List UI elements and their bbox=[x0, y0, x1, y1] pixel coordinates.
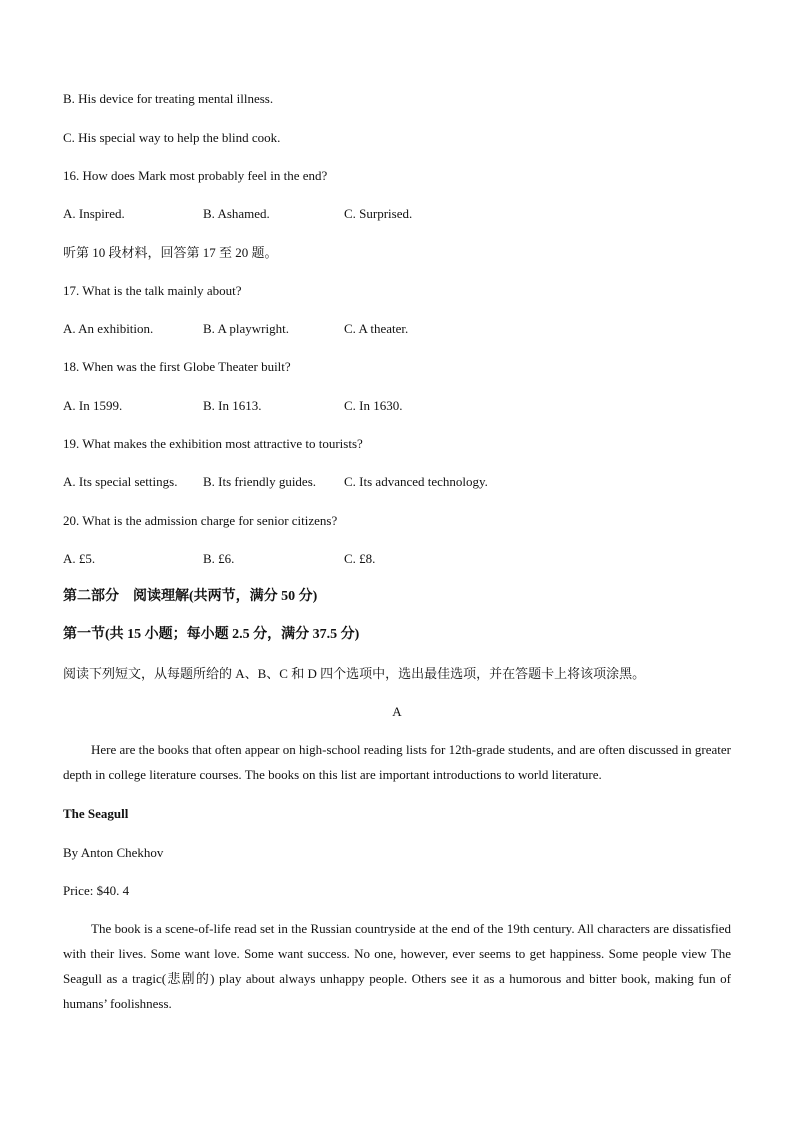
passage-label: A bbox=[392, 704, 402, 719]
q18-option-b: B. In 1613. bbox=[203, 398, 262, 413]
q15-option-b: B. His device for treating mental illness. bbox=[63, 91, 274, 106]
q19-question: 19. What makes the exhibition most attractive to tourists? bbox=[63, 436, 363, 451]
q20-question: 20. What is the admission charge for senior citizens? bbox=[63, 513, 338, 528]
q16-option-b: B. Ashamed. bbox=[203, 206, 270, 221]
q17-question: 17. What is the talk mainly about? bbox=[63, 283, 242, 298]
q16-option-c: C. Surprised. bbox=[344, 206, 413, 221]
q19-option-c: C. Its advanced technology. bbox=[344, 474, 488, 489]
q15-option-c: C. His special way to help the blind cook. bbox=[63, 130, 281, 145]
passage-intro: Here are the books that often appear on high-school reading lists for 12th-grade students, and are often discussed in greater depth in college literature courses. The books on this list are important introductions to world literature. bbox=[63, 742, 731, 782]
book-title: The Seagull bbox=[63, 806, 129, 821]
q18-option-a: A. In 1599. bbox=[63, 398, 123, 413]
part-heading: 第二部分 阅读理解(共两节，满分 50 分) bbox=[63, 589, 318, 604]
q17-option-c: C. A theater. bbox=[344, 321, 409, 336]
book-author: By Anton Chekhov bbox=[63, 845, 164, 860]
reading-instruction: 阅读下列短文，从每题所给的 A、B、C 和 D 四个选项中，选出最佳选项，并在答题卡上将该项涂黑。 bbox=[63, 666, 646, 681]
section10-instruction: 听第 10 段材料，回答第 17 至 20 题。 bbox=[63, 245, 278, 260]
q17-option-b: B. A playwright. bbox=[203, 321, 289, 336]
book-price: Price: $40. 4 bbox=[63, 883, 130, 898]
q18-option-c: C. In 1630. bbox=[344, 398, 403, 413]
q19-option-b: B. Its friendly guides. bbox=[203, 474, 317, 489]
q20-option-b: B. £6. bbox=[203, 551, 235, 566]
book-description: The book is a scene-of-life read set in the Russian countryside at the end of the 19th century. All characters are dissatisfied with their lives. Some want love. Some want success. No one, however, ever seems to get happiness. Some people view The Seagull as a tragic(悲剧的) play about always unhappy people. Others see it as a humorous and bitter book, making fun of humans’ foolishness. bbox=[63, 921, 731, 1011]
q17-option-a: A. An exhibition. bbox=[63, 321, 154, 336]
q19-option-a: A. Its special settings. bbox=[63, 474, 178, 489]
section-heading: 第一节(共 15 小题；每小题 2.5 分，满分 37.5 分) bbox=[63, 627, 360, 642]
q18-question: 18. When was the first Globe Theater built? bbox=[63, 359, 291, 374]
q16-question: 16. How does Mark most probably feel in the end? bbox=[63, 168, 328, 183]
q20-option-c: C. £8. bbox=[344, 551, 376, 566]
q20-option-a: A. £5. bbox=[63, 551, 96, 566]
q16-option-a: A. Inspired. bbox=[63, 206, 125, 221]
